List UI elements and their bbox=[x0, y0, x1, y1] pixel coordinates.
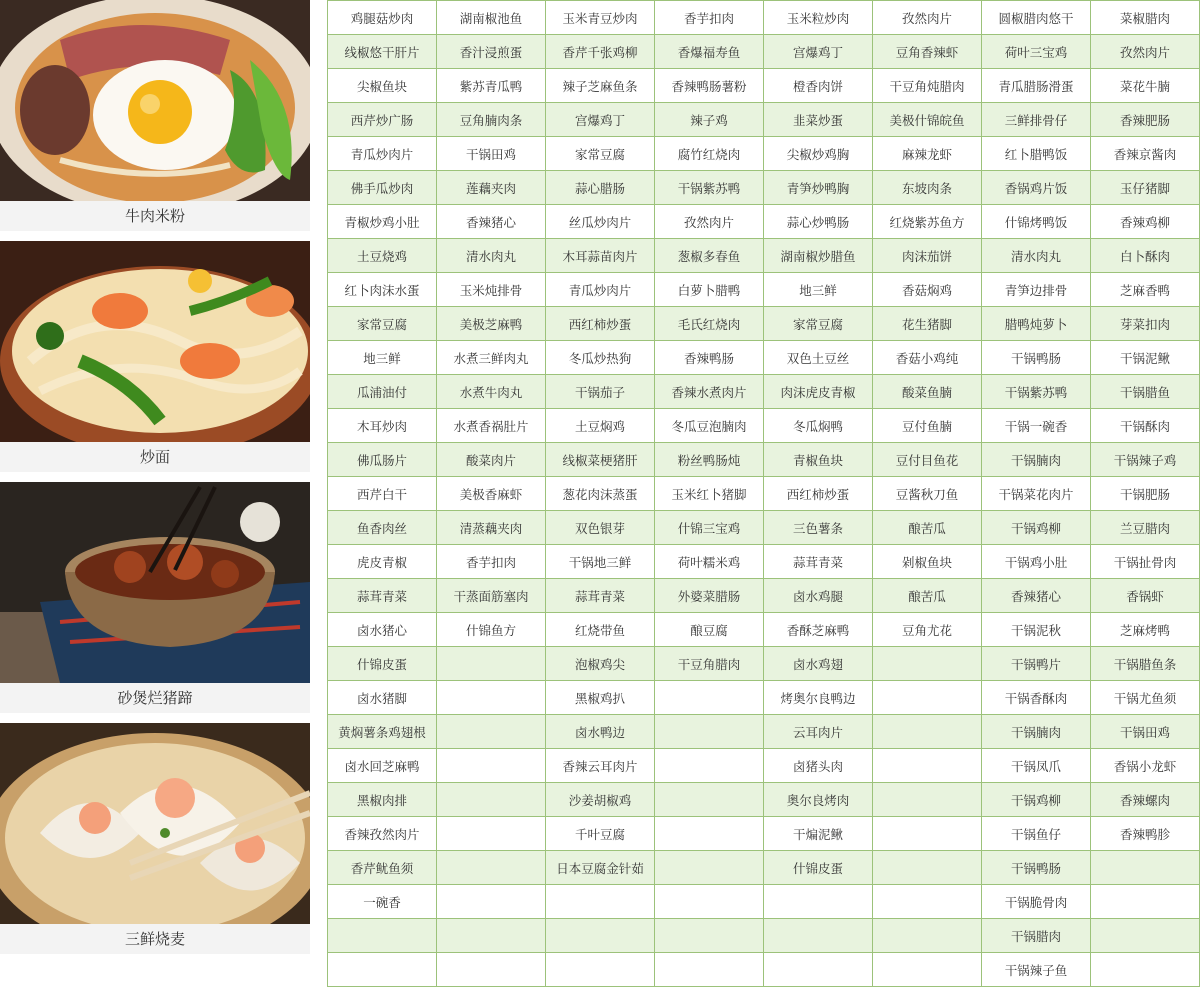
menu-cell: 香锅鸡片饭 bbox=[982, 171, 1091, 205]
menu-cell: 家常豆腐 bbox=[328, 307, 437, 341]
menu-cell: 干锅地三鲜 bbox=[546, 545, 655, 579]
menu-cell: 青椒炒鸡小肚 bbox=[328, 205, 437, 239]
menu-cell: 什锦皮蛋 bbox=[328, 647, 437, 681]
menu-table bbox=[327, 0, 1200, 987]
menu-cell: 水煮香祸肚片 bbox=[437, 409, 546, 443]
fried-noodle-photo bbox=[0, 241, 310, 442]
menu-cell: 干锅腩肉 bbox=[982, 443, 1091, 477]
menu-cell: 卤水回芝麻鸭 bbox=[328, 749, 437, 783]
menu-cell: 线椒菜梗猪肝 bbox=[546, 443, 655, 477]
dish-card-clay-pot-pig-trotter bbox=[0, 482, 310, 707]
menu-row bbox=[328, 69, 1200, 103]
menu-cell: 奥尔良烤肉 bbox=[764, 783, 873, 817]
menu-row bbox=[328, 681, 1200, 715]
menu-cell: 玉米红卜猪脚 bbox=[655, 477, 764, 511]
menu-row bbox=[328, 885, 1200, 919]
menu-cell: 香锅虾 bbox=[1091, 579, 1200, 613]
menu-cell bbox=[655, 953, 764, 987]
menu-cell: 香辣肥肠 bbox=[1091, 103, 1200, 137]
menu-cell: 葱椒多春鱼 bbox=[655, 239, 764, 273]
menu-cell bbox=[873, 919, 982, 953]
menu-row bbox=[328, 579, 1200, 613]
menu-cell: 酸菜鱼腩 bbox=[873, 375, 982, 409]
menu-cell: 香芹千张鸡柳 bbox=[546, 35, 655, 69]
menu-cell: 菜花牛腩 bbox=[1091, 69, 1200, 103]
menu-cell: 豆角腩肉条 bbox=[437, 103, 546, 137]
menu-cell: 花生猪脚 bbox=[873, 307, 982, 341]
menu-cell: 橙香肉饼 bbox=[764, 69, 873, 103]
menu-cell: 豆角尤花 bbox=[873, 613, 982, 647]
menu-cell: 烤奥尔良鸭边 bbox=[764, 681, 873, 715]
menu-cell: 香辣云耳肉片 bbox=[546, 749, 655, 783]
menu-cell bbox=[1091, 953, 1200, 987]
menu-cell: 香芋扣肉 bbox=[437, 545, 546, 579]
menu-cell: 干锅田鸡 bbox=[1091, 715, 1200, 749]
menu-cell: 木耳炒肉 bbox=[328, 409, 437, 443]
menu-cell bbox=[437, 919, 546, 953]
menu-cell: 韭菜炒蛋 bbox=[764, 103, 873, 137]
menu-cell: 豆角香辣虾 bbox=[873, 35, 982, 69]
menu-cell bbox=[873, 783, 982, 817]
menu-cell: 家常豆腐 bbox=[764, 307, 873, 341]
menu-row bbox=[328, 375, 1200, 409]
menu-cell: 地三鲜 bbox=[328, 341, 437, 375]
menu-cell bbox=[873, 953, 982, 987]
menu-cell: 莲藕夹肉 bbox=[437, 171, 546, 205]
menu-cell: 香辣螺肉 bbox=[1091, 783, 1200, 817]
menu-cell bbox=[546, 885, 655, 919]
dish-caption: 三鲜烧麦 bbox=[0, 924, 310, 954]
menu-cell: 三色薯条 bbox=[764, 511, 873, 545]
menu-cell: 青笋边排骨 bbox=[982, 273, 1091, 307]
menu-cell: 香辣猪心 bbox=[982, 579, 1091, 613]
menu-cell: 木耳蒜苗肉片 bbox=[546, 239, 655, 273]
menu-cell: 西芹炒广肠 bbox=[328, 103, 437, 137]
menu-cell bbox=[655, 851, 764, 885]
menu-cell bbox=[1091, 851, 1200, 885]
menu-cell: 酸菜肉片 bbox=[437, 443, 546, 477]
menu-cell: 青瓜腊肠滑蛋 bbox=[982, 69, 1091, 103]
menu-cell: 香汁浸煎蛋 bbox=[437, 35, 546, 69]
menu-cell: 芝麻烤鸭 bbox=[1091, 613, 1200, 647]
menu-cell bbox=[873, 647, 982, 681]
menu-cell bbox=[764, 919, 873, 953]
menu-cell: 荷叶三宝鸡 bbox=[982, 35, 1091, 69]
menu-row bbox=[328, 647, 1200, 681]
menu-cell: 干锅鸭片 bbox=[982, 647, 1091, 681]
menu-cell: 双色银芽 bbox=[546, 511, 655, 545]
menu-cell: 东坡肉条 bbox=[873, 171, 982, 205]
menu-cell bbox=[873, 851, 982, 885]
menu-cell: 兰豆腊肉 bbox=[1091, 511, 1200, 545]
menu-cell bbox=[655, 681, 764, 715]
menu-cell: 什锦三宝鸡 bbox=[655, 511, 764, 545]
menu-cell: 肉沫虎皮青椒 bbox=[764, 375, 873, 409]
menu-cell: 孜然肉片 bbox=[1091, 35, 1200, 69]
menu-cell: 玉米青豆炒肉 bbox=[546, 1, 655, 35]
menu-cell: 冬瓜焖鸭 bbox=[764, 409, 873, 443]
menu-cell bbox=[873, 749, 982, 783]
menu-cell: 干锅鸡小肚 bbox=[982, 545, 1091, 579]
menu-row bbox=[328, 477, 1200, 511]
menu-cell: 辣子芝麻鱼条 bbox=[546, 69, 655, 103]
menu-cell: 干锅菜花肉片 bbox=[982, 477, 1091, 511]
dish-photo-sidebar bbox=[0, 0, 310, 989]
menu-cell: 玉仔猪脚 bbox=[1091, 171, 1200, 205]
menu-cell: 宫爆鸡丁 bbox=[764, 35, 873, 69]
dish-card-fried-noodle bbox=[0, 241, 310, 466]
menu-row bbox=[328, 953, 1200, 987]
menu-cell: 红烧带鱼 bbox=[546, 613, 655, 647]
menu-cell: 干锅腩肉 bbox=[982, 715, 1091, 749]
menu-cell: 水煮三鲜肉丸 bbox=[437, 341, 546, 375]
menu-cell: 芝麻香鸭 bbox=[1091, 273, 1200, 307]
menu-cell bbox=[437, 681, 546, 715]
menu-cell: 水煮牛肉丸 bbox=[437, 375, 546, 409]
menu-cell: 瓜浦油付 bbox=[328, 375, 437, 409]
menu-cell: 干锅鱼仔 bbox=[982, 817, 1091, 851]
menu-cell: 沙姜胡椒鸡 bbox=[546, 783, 655, 817]
menu-cell bbox=[437, 851, 546, 885]
menu-cell: 香菇焖鸡 bbox=[873, 273, 982, 307]
menu-cell bbox=[655, 919, 764, 953]
menu-cell bbox=[873, 715, 982, 749]
menu-cell: 干锅茄子 bbox=[546, 375, 655, 409]
menu-cell: 干锅鸭肠 bbox=[982, 851, 1091, 885]
menu-cell: 麻辣龙虾 bbox=[873, 137, 982, 171]
menu-cell: 荷叶糯米鸡 bbox=[655, 545, 764, 579]
menu-cell: 腐竹红烧肉 bbox=[655, 137, 764, 171]
menu-cell: 西红柿炒蛋 bbox=[546, 307, 655, 341]
menu-cell bbox=[764, 953, 873, 987]
menu-cell: 青瓜炒肉片 bbox=[328, 137, 437, 171]
menu-row bbox=[328, 817, 1200, 851]
menu-cell: 青椒鱼块 bbox=[764, 443, 873, 477]
menu-cell: 佛瓜肠片 bbox=[328, 443, 437, 477]
menu-cell: 湖南椒炒腊鱼 bbox=[764, 239, 873, 273]
menu-cell bbox=[655, 715, 764, 749]
menu-cell: 干锅腊鱼 bbox=[1091, 375, 1200, 409]
menu-cell: 干锅泥鳅 bbox=[1091, 341, 1200, 375]
menu-cell: 干锅鸡柳 bbox=[982, 511, 1091, 545]
menu-cell: 蒜茸青菜 bbox=[546, 579, 655, 613]
menu-cell: 干锅腊鱼条 bbox=[1091, 647, 1200, 681]
menu-cell: 干锅脆骨肉 bbox=[982, 885, 1091, 919]
three-delicacy-shaomai-photo bbox=[0, 723, 310, 924]
dish-card-three-delicacy-shaomai bbox=[0, 723, 310, 948]
menu-cell bbox=[546, 919, 655, 953]
menu-cell: 青笋炒鸭胸 bbox=[764, 171, 873, 205]
menu-cell: 豆付鱼腩 bbox=[873, 409, 982, 443]
menu-cell: 三鲜排骨仔 bbox=[982, 103, 1091, 137]
menu-cell bbox=[873, 817, 982, 851]
menu-cell: 鱼香肉丝 bbox=[328, 511, 437, 545]
menu-cell: 干锅辣子鸡 bbox=[1091, 443, 1200, 477]
menu-cell: 紫苏青瓜鸭 bbox=[437, 69, 546, 103]
menu-cell bbox=[764, 885, 873, 919]
menu-row bbox=[328, 919, 1200, 953]
menu-cell bbox=[437, 647, 546, 681]
menu-cell: 宫爆鸡丁 bbox=[546, 103, 655, 137]
menu-cell: 丝瓜炒肉片 bbox=[546, 205, 655, 239]
menu-cell: 酿苦瓜 bbox=[873, 579, 982, 613]
menu-cell bbox=[437, 817, 546, 851]
menu-cell: 辣子鸡 bbox=[655, 103, 764, 137]
menu-cell: 尖椒鱼块 bbox=[328, 69, 437, 103]
menu-cell: 香辣鸡柳 bbox=[1091, 205, 1200, 239]
menu-cell: 香辣猪心 bbox=[437, 205, 546, 239]
menu-cell: 香辣京酱肉 bbox=[1091, 137, 1200, 171]
menu-cell: 家常豆腐 bbox=[546, 137, 655, 171]
menu-row bbox=[328, 103, 1200, 137]
menu-row bbox=[328, 137, 1200, 171]
menu-cell: 什锦烤鸭饭 bbox=[982, 205, 1091, 239]
menu-cell: 干锅辣子鱼 bbox=[982, 953, 1091, 987]
menu-cell: 香芹鱿鱼须 bbox=[328, 851, 437, 885]
menu-cell: 香辣孜然肉片 bbox=[328, 817, 437, 851]
menu-cell: 土豆焖鸡 bbox=[546, 409, 655, 443]
menu-cell bbox=[655, 817, 764, 851]
menu-cell: 香菇小鸡纯 bbox=[873, 341, 982, 375]
menu-cell: 湖南椒池鱼 bbox=[437, 1, 546, 35]
menu-cell: 美极香麻虾 bbox=[437, 477, 546, 511]
menu-cell: 土豆烧鸡 bbox=[328, 239, 437, 273]
menu-cell: 鸡腿菇炒肉 bbox=[328, 1, 437, 35]
menu-cell: 地三鲜 bbox=[764, 273, 873, 307]
menu-row bbox=[328, 273, 1200, 307]
menu-cell bbox=[437, 885, 546, 919]
menu-cell: 香锅小龙虾 bbox=[1091, 749, 1200, 783]
menu-cell: 日本豆腐金针茹 bbox=[546, 851, 655, 885]
menu-cell bbox=[328, 953, 437, 987]
menu-cell: 卤水猪脚 bbox=[328, 681, 437, 715]
menu-row bbox=[328, 613, 1200, 647]
menu-cell: 干锅田鸡 bbox=[437, 137, 546, 171]
menu-cell bbox=[437, 715, 546, 749]
menu-cell: 尖椒炒鸡胸 bbox=[764, 137, 873, 171]
menu-cell: 干锅紫苏鸭 bbox=[982, 375, 1091, 409]
menu-cell: 菜椒腊肉 bbox=[1091, 1, 1200, 35]
menu-cell: 干豆角腊肉 bbox=[655, 647, 764, 681]
menu-cell: 黑椒肉排 bbox=[328, 783, 437, 817]
menu-cell: 清水肉丸 bbox=[982, 239, 1091, 273]
menu-cell: 西芹白干 bbox=[328, 477, 437, 511]
menu-cell: 香辣鸭肠 bbox=[655, 341, 764, 375]
menu-row bbox=[328, 1, 1200, 35]
menu-row bbox=[328, 205, 1200, 239]
menu-cell: 佛手瓜炒肉 bbox=[328, 171, 437, 205]
menu-cell: 卤水猪心 bbox=[328, 613, 437, 647]
menu-cell bbox=[873, 681, 982, 715]
menu-cell: 香芋扣肉 bbox=[655, 1, 764, 35]
menu-cell: 香爆福寿鱼 bbox=[655, 35, 764, 69]
menu-cell: 豆酱秋刀鱼 bbox=[873, 477, 982, 511]
menu-cell: 蒜心腊肠 bbox=[546, 171, 655, 205]
menu-row bbox=[328, 341, 1200, 375]
menu-cell: 圆椒腊肉悠干 bbox=[982, 1, 1091, 35]
menu-cell: 什锦皮蛋 bbox=[764, 851, 873, 885]
menu-row bbox=[328, 171, 1200, 205]
menu-row bbox=[328, 409, 1200, 443]
menu-cell: 红卜腊鸭饭 bbox=[982, 137, 1091, 171]
menu-cell: 蒜茸青菜 bbox=[328, 579, 437, 613]
menu-table-body bbox=[328, 1, 1200, 987]
menu-cell: 卤水鸭边 bbox=[546, 715, 655, 749]
menu-cell: 美极什锦皖鱼 bbox=[873, 103, 982, 137]
menu-cell: 干锅鸡柳 bbox=[982, 783, 1091, 817]
menu-cell: 冬瓜炒热狗 bbox=[546, 341, 655, 375]
menu-cell: 干锅肥肠 bbox=[1091, 477, 1200, 511]
dish-caption: 牛肉米粉 bbox=[0, 201, 310, 231]
menu-row bbox=[328, 851, 1200, 885]
menu-cell: 红卜肉沫水蛋 bbox=[328, 273, 437, 307]
menu-cell: 干锅泥秋 bbox=[982, 613, 1091, 647]
menu-cell bbox=[437, 953, 546, 987]
menu-cell: 红烧紫苏鱼方 bbox=[873, 205, 982, 239]
menu-cell bbox=[655, 783, 764, 817]
menu-cell: 泡椒鸡尖 bbox=[546, 647, 655, 681]
menu-cell: 干锅紫苏鸭 bbox=[655, 171, 764, 205]
menu-cell: 青瓜炒肉片 bbox=[546, 273, 655, 307]
menu-cell bbox=[546, 953, 655, 987]
menu-row bbox=[328, 545, 1200, 579]
menu-cell bbox=[1091, 885, 1200, 919]
menu-cell: 孜然肉片 bbox=[873, 1, 982, 35]
menu-cell: 黄焖薯条鸡翅根 bbox=[328, 715, 437, 749]
menu-cell: 香酥芝麻鸭 bbox=[764, 613, 873, 647]
menu-cell: 干锅酥肉 bbox=[1091, 409, 1200, 443]
beef-rice-noodle-photo bbox=[0, 0, 310, 201]
menu-cell: 西红柿炒蛋 bbox=[764, 477, 873, 511]
menu-cell: 干锅凤爪 bbox=[982, 749, 1091, 783]
menu-cell: 美极芝麻鸭 bbox=[437, 307, 546, 341]
menu-cell: 蒜心炒鸭肠 bbox=[764, 205, 873, 239]
menu-cell bbox=[328, 919, 437, 953]
menu-row bbox=[328, 749, 1200, 783]
menu-cell: 千叶豆腐 bbox=[546, 817, 655, 851]
menu-cell: 白卜酥肉 bbox=[1091, 239, 1200, 273]
menu-cell: 玉米炖排骨 bbox=[437, 273, 546, 307]
menu-cell: 腊鸭炖萝卜 bbox=[982, 307, 1091, 341]
menu-cell: 虎皮青椒 bbox=[328, 545, 437, 579]
menu-cell: 香辣鸭肠薯粉 bbox=[655, 69, 764, 103]
menu-cell: 孜然肉片 bbox=[655, 205, 764, 239]
menu-cell: 玉米粒炒肉 bbox=[764, 1, 873, 35]
dish-caption: 炒面 bbox=[0, 442, 310, 472]
menu-cell: 干蒸面筋塞肉 bbox=[437, 579, 546, 613]
menu-cell: 干锅腊肉 bbox=[982, 919, 1091, 953]
menu-cell: 豆付目鱼花 bbox=[873, 443, 982, 477]
menu-cell: 清水肉丸 bbox=[437, 239, 546, 273]
menu-cell: 酿苦瓜 bbox=[873, 511, 982, 545]
menu-cell: 冬瓜豆泡腩肉 bbox=[655, 409, 764, 443]
menu-cell: 外婆菜腊肠 bbox=[655, 579, 764, 613]
menu-cell: 双色土豆丝 bbox=[764, 341, 873, 375]
menu-cell: 粉丝鸭肠炖 bbox=[655, 443, 764, 477]
menu-cell: 毛氏红烧肉 bbox=[655, 307, 764, 341]
dish-card-beef-rice-noodle bbox=[0, 0, 310, 225]
menu-cell: 黑椒鸡扒 bbox=[546, 681, 655, 715]
menu-cell: 卤水鸡翅 bbox=[764, 647, 873, 681]
menu-cell: 线椒悠干肝片 bbox=[328, 35, 437, 69]
menu-cell: 干锅扯骨肉 bbox=[1091, 545, 1200, 579]
menu-cell: 卤水鸡腿 bbox=[764, 579, 873, 613]
menu-cell: 什锦鱼方 bbox=[437, 613, 546, 647]
menu-cell: 云耳肉片 bbox=[764, 715, 873, 749]
menu-cell: 干煸泥鳅 bbox=[764, 817, 873, 851]
menu-row bbox=[328, 443, 1200, 477]
menu-cell: 芽菜扣肉 bbox=[1091, 307, 1200, 341]
menu-row bbox=[328, 715, 1200, 749]
menu-row bbox=[328, 239, 1200, 273]
menu-row bbox=[328, 511, 1200, 545]
menu-cell bbox=[655, 885, 764, 919]
menu-cell bbox=[873, 885, 982, 919]
menu-cell: 清蒸藕夹肉 bbox=[437, 511, 546, 545]
menu-cell bbox=[437, 783, 546, 817]
menu-cell: 白萝卜腊鸭 bbox=[655, 273, 764, 307]
menu-cell bbox=[437, 749, 546, 783]
menu-cell bbox=[1091, 919, 1200, 953]
menu-cell: 干锅香酥肉 bbox=[982, 681, 1091, 715]
clay-pot-pig-trotter-photo bbox=[0, 482, 310, 683]
menu-row bbox=[328, 307, 1200, 341]
menu-cell: 香辣鸭胗 bbox=[1091, 817, 1200, 851]
menu-cell: 干锅尤鱼须 bbox=[1091, 681, 1200, 715]
dish-caption: 砂煲烂猪蹄 bbox=[0, 683, 310, 713]
menu-cell: 干锅鸭肠 bbox=[982, 341, 1091, 375]
menu-cell: 剁椒鱼块 bbox=[873, 545, 982, 579]
menu-row bbox=[328, 783, 1200, 817]
menu-cell: 蒜茸青菜 bbox=[764, 545, 873, 579]
menu-cell: 卤猪头肉 bbox=[764, 749, 873, 783]
menu-cell: 一碗香 bbox=[328, 885, 437, 919]
menu-cell: 干锅一碗香 bbox=[982, 409, 1091, 443]
menu-row bbox=[328, 35, 1200, 69]
menu-cell: 香辣水煮肉片 bbox=[655, 375, 764, 409]
menu-cell: 酿豆腐 bbox=[655, 613, 764, 647]
menu-cell: 肉沫茄饼 bbox=[873, 239, 982, 273]
menu-cell bbox=[655, 749, 764, 783]
menu-cell: 葱花肉沫蒸蛋 bbox=[546, 477, 655, 511]
menu-cell: 干豆角炖腊肉 bbox=[873, 69, 982, 103]
